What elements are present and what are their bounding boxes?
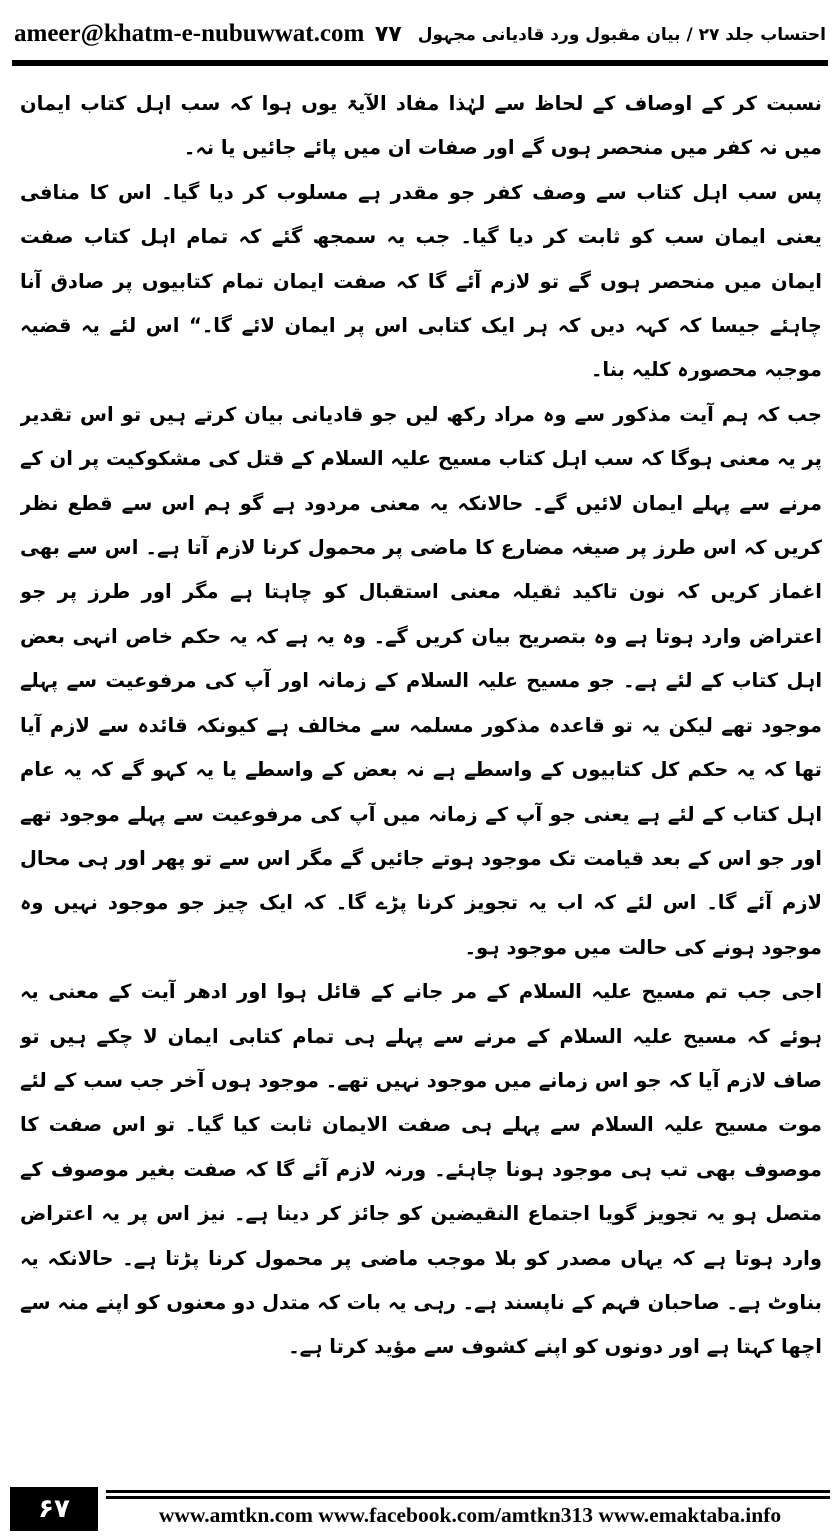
header-email: ameer@khatm-e-nubuwwat.com bbox=[14, 20, 365, 47]
page-footer bbox=[10, 1487, 830, 1531]
body-paragraph: اجی جب تم مسیح علیہ السلام کے مر جانے کے قائل ہوا اور ادھر آیت کے معنی یہ ہوئے کہ مسیح علیہ السلام کے مرنے سے پہلے ہی تمام کتابی ایمان لا چکے ہیں تو صاف لازم آیا کہ جو اس زمانے میں موجود نہیں تھے۔ موجود ہوں آخر جب سب کے لئے موت مسیح علیہ السلام سے پہلے ہی صفت الایمان ثابت کیا گیا۔ تو اس صفت کا موصوف بھی تب ہی موجود ہونا چاہئے۔ ورنہ لازم آئے گا کہ صفت بغیر موصوف کے متصل ہو یہ تجویز گویا اجتماع النقیضین کو جائز کر دینا ہے۔ نیز اس پر یہ اعتراض وارد ہوتا ہے کہ یہاں مصدر کو بلا موجب ماضی پر محمول کرنا پڑتا ہے۔ حالانکہ یہ بناوٹ ہے۔ صاحبان فہم کے ناپسند ہے۔ رہی یہ بات کہ متدل دو معنوں کو اپنے منہ سے اچھا کہتا ہے اور دونوں کو اپنے کشوف سے مؤید کرتا ہے۔ bbox=[20, 980, 822, 1359]
page-header bbox=[14, 14, 826, 54]
footer-divider bbox=[106, 1490, 830, 1493]
header-title: احتساب جلد ۲۷ / بیان مقبول ورد قادیانی مجہول bbox=[417, 24, 826, 45]
header-page-number: ۷۷ bbox=[374, 21, 402, 47]
header-right-group bbox=[375, 22, 826, 47]
footer-page-number: ۶۷ bbox=[10, 1487, 98, 1531]
body-paragraph: نسبت کر کے اوصاف کے لحاظ سے لہٰذا مفاد الآیۃ یوں ہوا کہ سب اہل کتاب ایمان میں نہ کفر میں منحصر ہوں گے اور صفات ان میں پائے جائیں یا نہ۔ bbox=[20, 92, 822, 160]
footer-divider bbox=[106, 1496, 830, 1499]
body-paragraph: جب کہ ہم آیت مذکور سے وہ مراد رکھ لیں جو قادیانی بیان کرتے ہیں تو اس تقدیر پر یہ معنی ہوگا کہ سب اہل کتاب مسیح علیہ السلام کے قتل کی مشکوکیت پر ان کے مرنے سے پہلے ایمان لائیں گے۔ حالانکہ یہ معنی مردود ہے گو ہم اس سے قطع نظر کریں کہ اس طرز پر صیغہ مضارع کا ماضی پر محمول کرنا لازم آتا ہے۔ اس سے بھی اغماز کریں کہ نون تاکید ثقیلہ معنی استقبال کو چاہتا ہے مگر اور طرز پر جو اعتراض وارد ہوتا ہے وہ بتصریح بیان کریں گے۔ وہ یہ ہے کہ یہ حکم خاص انہی بعض اہل کتاب کے لئے ہے۔ جو مسیح علیہ السلام کے زمانہ اور آپ کی مرفوعیت سے پہلے موجود تھے لیکن یہ تو قاعدہ مذکور مسلمہ سے مخالف ہے کیونکہ قائدہ سے لازم آیا تھا کہ یہ حکم کل کتابیوں کے واسطے ہے نہ بعض کے واسطے یا یہ کہو گے کہ یہ عام اہل کتاب کے لئے ہے یعنی جو آپ کے زمانہ میں آپ کی مرفوعیت سے پہلے موجود تھے اور جو اس کے بعد قیامت تک موجود ہوتے جائیں گے مگر اس سے تو پھر اور ہی محال لازم آئے گا۔ اس لئے کہ اب یہ تجویز کرنا پڑے گا۔ کہ ایک چیز جو موجود نہیں وہ موجود ہونے کی حالت میں موجود ہو۔ bbox=[20, 402, 822, 959]
footer-links: www.amtkn.com www.facebook.com/amtkn313 www.emaktaba.info bbox=[158, 1503, 782, 1527]
header-divider bbox=[12, 60, 828, 66]
page-body bbox=[20, 82, 822, 1462]
body-paragraph: پس سب اہل کتاب سے وصف کفر جو مقدر ہے مسلوب کر دیا گیا۔ اس کا منافی یعنی ایمان سب کو ثابت کر دیا گیا۔ جب یہ سمجھ گئے کہ تمام اہل کتاب صفت ایمان میں منحصر ہوں گے تو لازم آئے گا کہ صفت ایمان تمام کتابیوں پر صادق آنا چاہئے جیسا کہ کہہ دیں کہ ہر ایک کتابی اس پر ایمان لائے گا۔“ اس لئے یہ قضیہ موجبہ محصورہ کلیہ بنا۔ bbox=[20, 180, 822, 382]
